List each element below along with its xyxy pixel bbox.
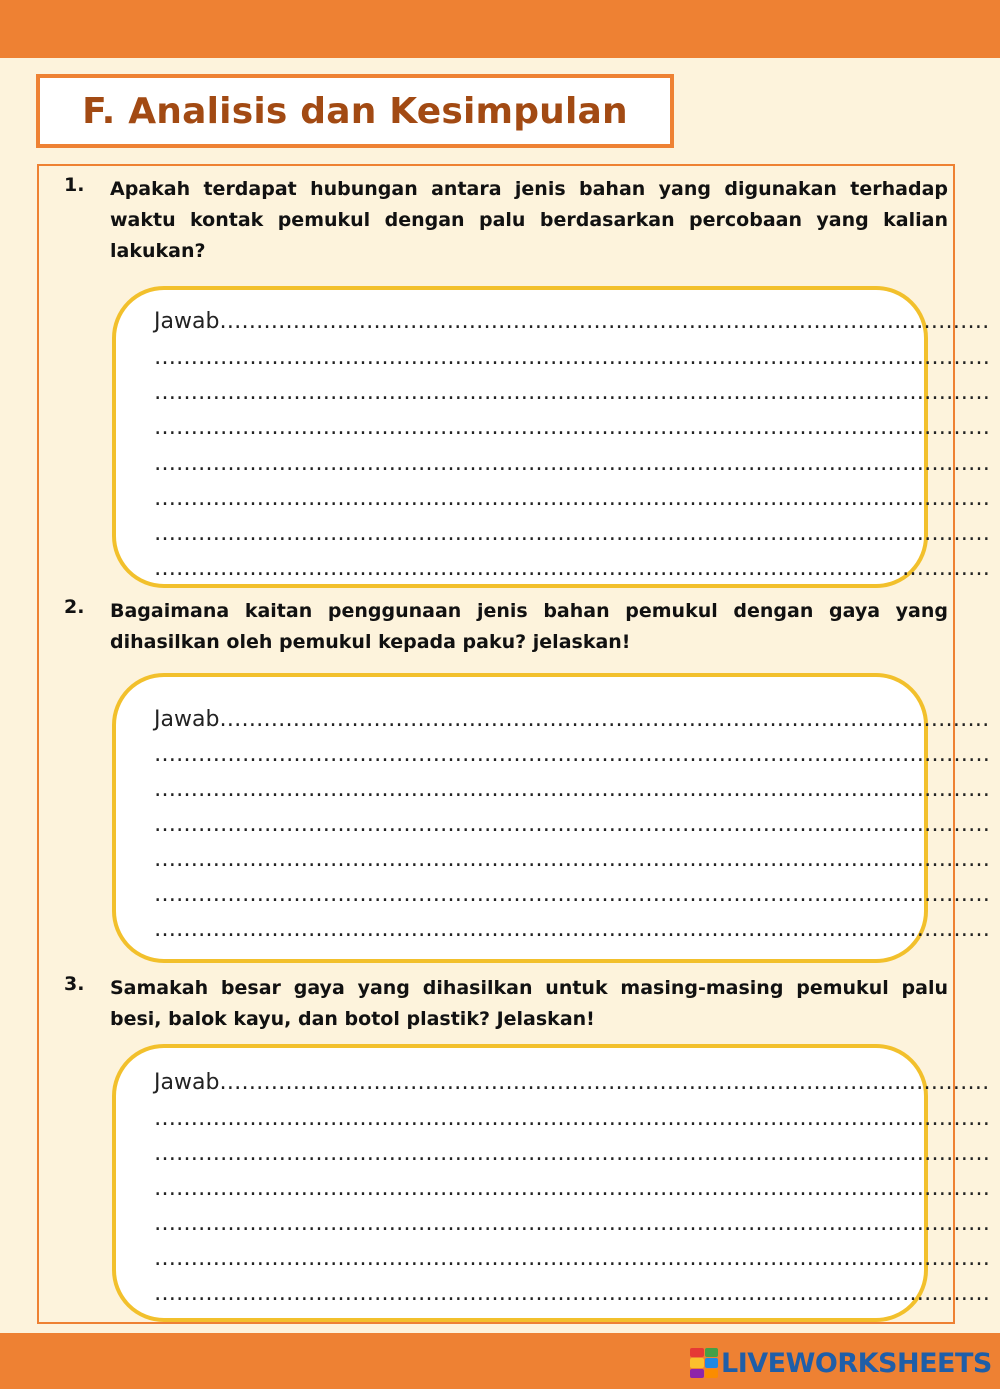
question-2 bbox=[64, 596, 948, 658]
answer-line[interactable]: …………………………………………………………………………………………………… bbox=[154, 345, 990, 370]
question-1 bbox=[64, 174, 948, 267]
question-number: 2. bbox=[64, 596, 85, 618]
answer-line[interactable]: …………………………………………………………………………………………………… bbox=[154, 847, 990, 872]
answer-label[interactable]: Jawab…………………………………………………………………………………………… bbox=[154, 1070, 990, 1095]
answer-line[interactable]: …………………………………………………………………………………………………… bbox=[154, 777, 990, 802]
answer-box-3[interactable] bbox=[112, 1044, 990, 1322]
answer-line[interactable]: …………………………………………………………………………………………………… bbox=[154, 451, 990, 476]
answer-line[interactable]: …………………………………………………………………………………………………… bbox=[154, 380, 990, 405]
question-number: 3. bbox=[64, 973, 85, 995]
answer-box-2[interactable] bbox=[112, 673, 990, 963]
answer-label[interactable]: Jawab…………………………………………………………………………………………… bbox=[154, 707, 990, 732]
answer-label[interactable]: Jawab…………………………………………………………………………………………… bbox=[154, 309, 990, 334]
answer-line[interactable]: …………………………………………………………………………………………………… bbox=[154, 486, 990, 511]
answer-line[interactable]: …………………………………………………………………………………………………… bbox=[154, 521, 990, 546]
section-title-box bbox=[36, 74, 674, 148]
answer-box-1[interactable] bbox=[112, 286, 990, 588]
answer-line[interactable]: …………………………………………………………………………………………………… bbox=[154, 1211, 990, 1236]
answer-line[interactable]: …………………………………………………………………………………………………… bbox=[154, 1246, 990, 1271]
brand-name: LIVEWORKSHEETS bbox=[721, 1347, 992, 1379]
question-3 bbox=[64, 973, 948, 1035]
question-text: Apakah terdapat hubungan antara jenis bahan yang digunakan terhadap waktu kontak pemukul dengan palu berdasarkan percobaan yang kalian lakukan? bbox=[110, 178, 948, 262]
question-number: 1. bbox=[64, 174, 85, 196]
liveworksheets-logo[interactable] bbox=[690, 1346, 992, 1380]
answer-line[interactable]: …………………………………………………………………………………………………… bbox=[154, 1141, 990, 1166]
answer-line[interactable]: …………………………………………………………………………………………………… bbox=[154, 1176, 990, 1201]
liveworksheets-icon bbox=[690, 1348, 718, 1378]
answer-line[interactable]: …………………………………………………………………………………………………… bbox=[154, 556, 990, 581]
answer-line[interactable]: …………………………………………………………………………………………………… bbox=[154, 415, 990, 440]
answer-line[interactable]: …………………………………………………………………………………………………… bbox=[154, 1106, 990, 1131]
question-text: Bagaimana kaitan penggunaan jenis bahan pemukul dengan gaya yang dihasilkan oleh pemukul kepada paku? jelaskan! bbox=[110, 600, 948, 653]
answer-line[interactable]: …………………………………………………………………………………………………… bbox=[154, 882, 990, 907]
top-banner bbox=[0, 0, 1000, 58]
answer-line[interactable]: …………………………………………………………………………………………………… bbox=[154, 742, 990, 767]
question-text: Samakah besar gaya yang dihasilkan untuk masing-masing pemukul palu besi, balok kayu, dan botol plastik? Jelaskan! bbox=[110, 977, 948, 1030]
page-title: F. Analisis dan Kesimpulan bbox=[82, 90, 628, 132]
answer-line[interactable]: …………………………………………………………………………………………………… bbox=[154, 917, 990, 942]
answer-line[interactable]: …………………………………………………………………………………………………… bbox=[154, 1281, 990, 1306]
answer-line[interactable]: …………………………………………………………………………………………………… bbox=[154, 812, 990, 837]
